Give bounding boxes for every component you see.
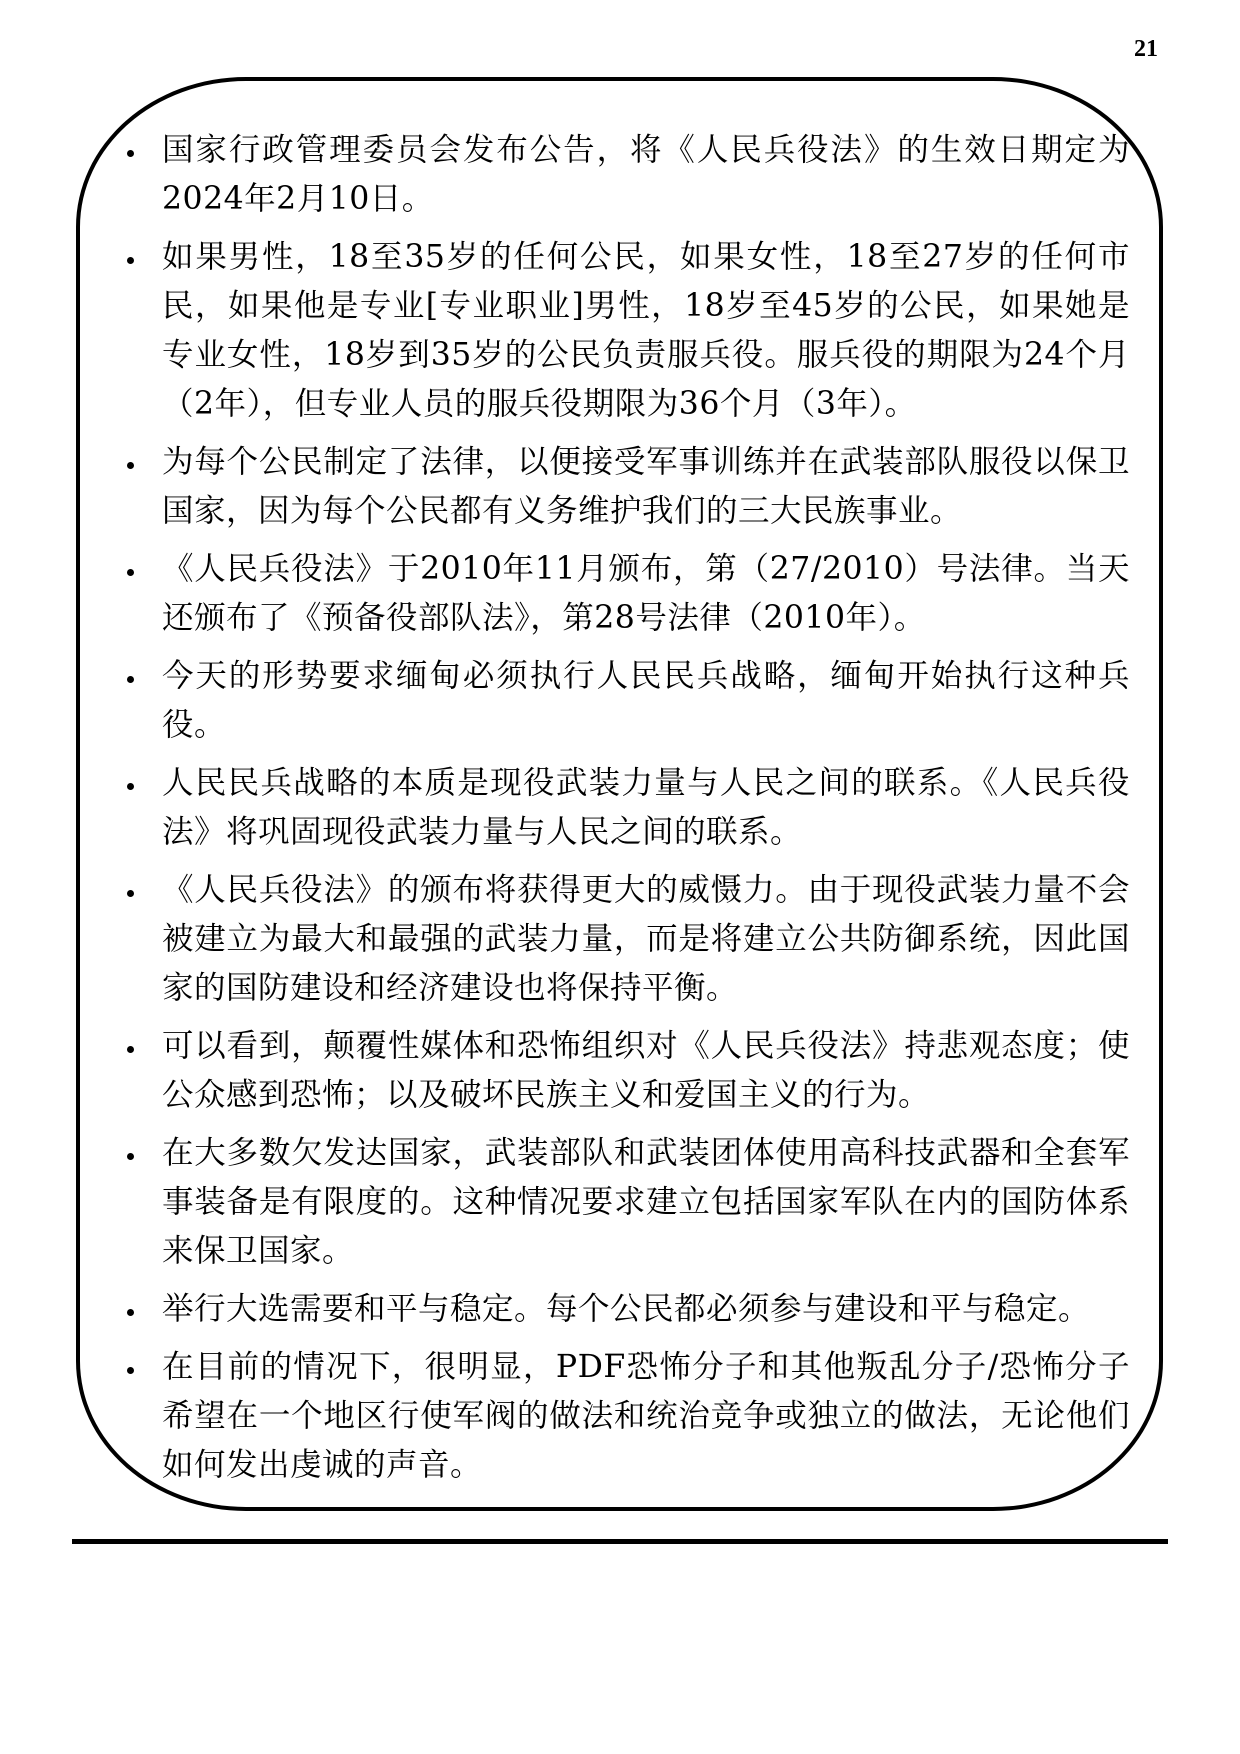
bullet-dot-icon [127, 569, 134, 576]
bullet-dot-icon [127, 890, 134, 897]
bullet-item [120, 759, 1130, 857]
footer-rule [72, 1539, 1168, 1544]
bullet-text: 《人民兵役法》的颁布将获得更大的威慑力。由于现役武装力量不会被建立为最大和最强的武装力量，而是将建立公共防御系统，因此国家的国防建设和经济建设也将保持平衡。 [162, 872, 1130, 1006]
bullet-dot-icon [127, 257, 134, 264]
bullet-dot-icon [127, 462, 134, 469]
bullet-text: 《人民兵役法》于2010年11月颁布，第（27/2010）号法律。当天还颁布了《预备役部队法》，第28号法律（2010年）。 [162, 551, 1130, 636]
bullet-item [120, 1022, 1130, 1120]
bullet-item [120, 652, 1130, 750]
bullet-item [120, 1343, 1130, 1490]
bullet-item [120, 438, 1130, 536]
bullet-item [120, 233, 1130, 429]
bullet-item [120, 545, 1130, 643]
bullet-item [120, 1285, 1130, 1334]
bullet-dot-icon [127, 1153, 134, 1160]
bullet-item [120, 126, 1130, 224]
bullet-text: 在目前的情况下，很明显，PDF恐怖分子和其他叛乱分子/恐怖分子希望在一个地区行使军阀的做法和统治竞争或独立的做法，无论他们如何发出虔诚的声音。 [162, 1349, 1130, 1483]
bullet-item [120, 1129, 1130, 1276]
bullet-text: 如果男性，18至35岁的任何公民，如果女性，18至27岁的任何市民，如果他是专业[专业职业]男性，18岁至45岁的公民，如果她是专业女性，18岁到35岁的公民负责服兵役。服兵役的期限为24个月（2年），但专业人员的服兵役期限为36个月（3年）。 [162, 239, 1130, 422]
bullet-list [120, 126, 1130, 1499]
bullet-dot-icon [127, 676, 134, 683]
bullet-item [120, 866, 1130, 1013]
bullet-dot-icon [127, 150, 134, 157]
bullet-text: 今天的形势要求缅甸必须执行人民民兵战略，缅甸开始执行这种兵役。 [162, 658, 1130, 743]
bullet-text: 人民民兵战略的本质是现役武装力量与人民之间的联系。《人民兵役法》将巩固现役武装力量与人民之间的联系。 [162, 765, 1130, 850]
bullet-text: 为每个公民制定了法律，以便接受军事训练并在武装部队服役以保卫国家，因为每个公民都有义务维护我们的三大民族事业。 [162, 444, 1130, 529]
bullet-dot-icon [127, 1367, 134, 1374]
bullet-dot-icon [127, 1309, 134, 1316]
bullet-text: 国家行政管理委员会发布公告，将《人民兵役法》的生效日期定为2024年2月10日。 [162, 132, 1130, 217]
bullet-text: 在大多数欠发达国家，武装部队和武装团体使用高科技武器和全套军事装备是有限度的。这种情况要求建立包括国家军队在内的国防体系来保卫国家。 [162, 1135, 1130, 1269]
page-number: 21 [1134, 36, 1158, 62]
bullet-dot-icon [127, 1046, 134, 1053]
bullet-text: 可以看到，颠覆性媒体和恐怖组织对《人民兵役法》持悲观态度；使公众感到恐怖；以及破坏民族主义和爱国主义的行为。 [162, 1028, 1130, 1113]
bullet-dot-icon [127, 783, 134, 790]
bullet-text: 举行大选需要和平与稳定。每个公民都必须参与建设和平与稳定。 [162, 1291, 1091, 1327]
